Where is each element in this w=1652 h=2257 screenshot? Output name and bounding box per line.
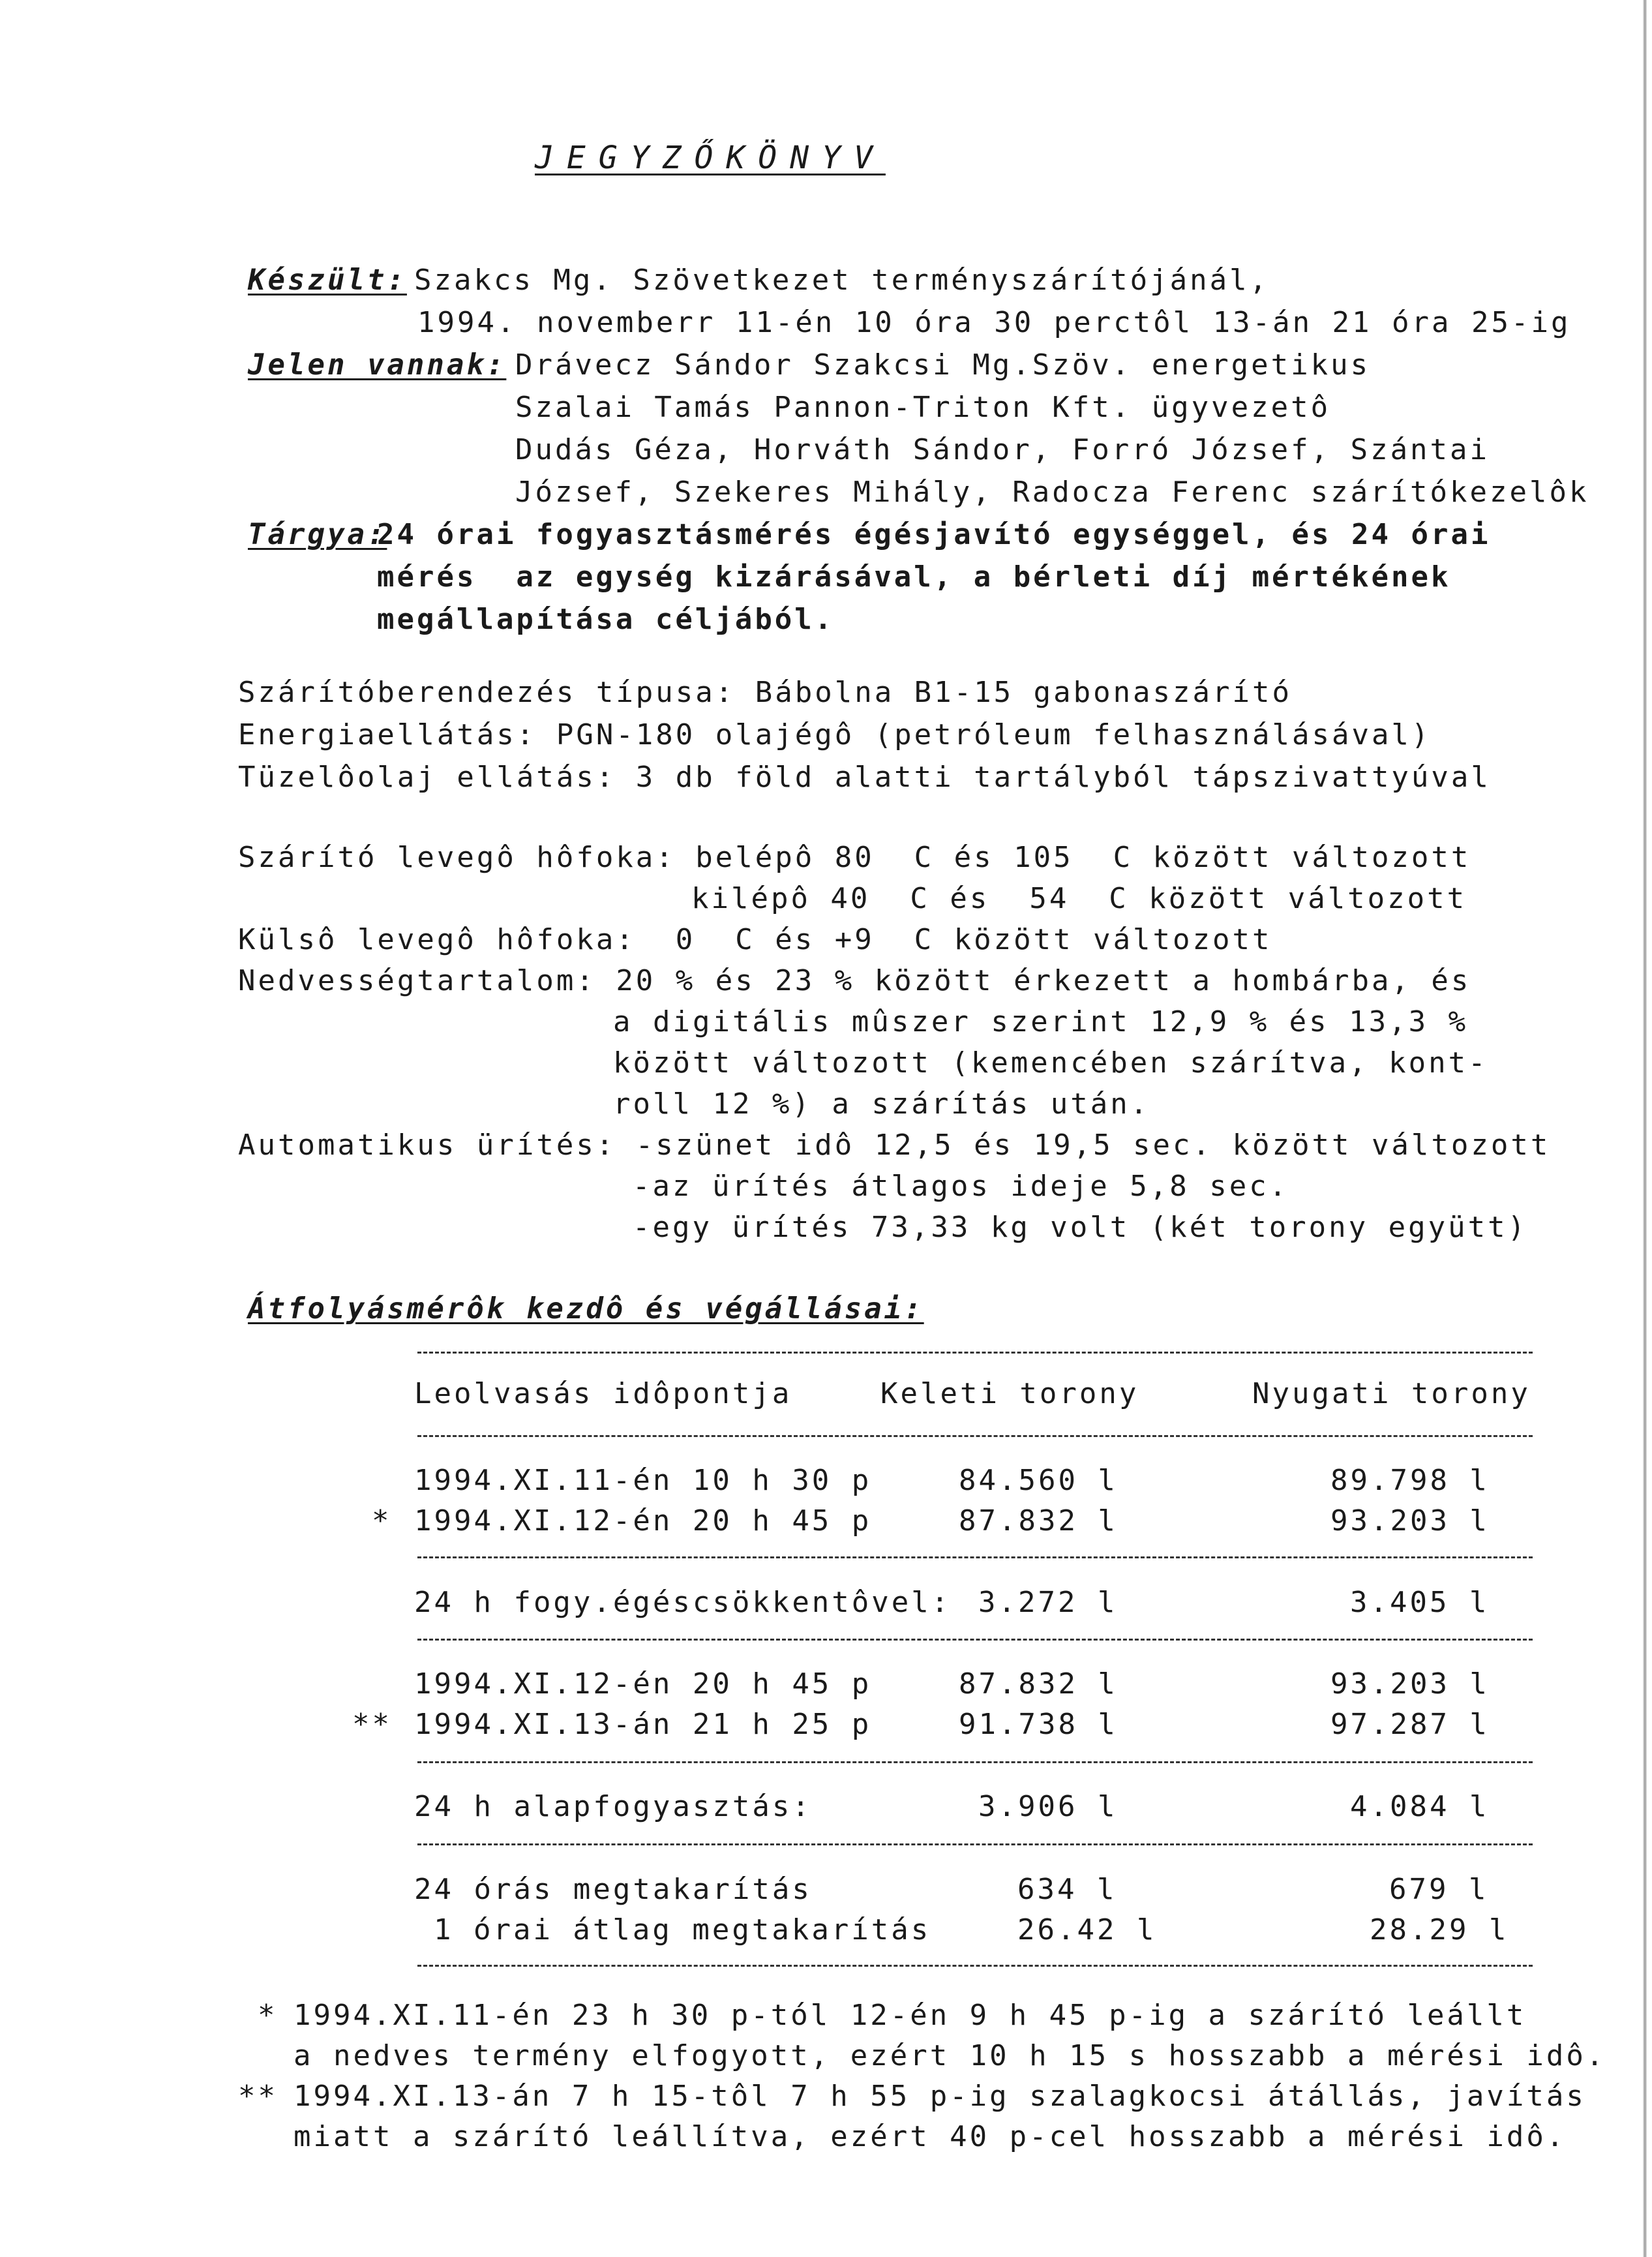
row4-east: 87.832 l — [959, 1667, 1118, 1701]
table-rule — [417, 1843, 1533, 1845]
row6-west: 4.084 l — [1350, 1790, 1490, 1823]
conditions-line7: roll 12 %) a szárítás után. — [613, 1087, 1150, 1121]
keszult-label: Készült: — [248, 264, 407, 297]
row7-label: 24 órás megtakarítás — [414, 1873, 812, 1906]
jelen-label: Jelen vannak: — [248, 348, 507, 382]
conditions-line6: között változott (kemencében szárítva, kont- — [613, 1046, 1488, 1080]
targya-line3: megállapítása céljából. — [377, 603, 835, 636]
row1-east: 84.560 l — [959, 1464, 1118, 1497]
row2-east: 87.832 l — [959, 1504, 1118, 1537]
row5-mark: ** — [352, 1708, 392, 1741]
row8-label: 1 órai átlag megtakarítás — [434, 1913, 931, 1946]
row6-east: 3.906 l — [978, 1790, 1118, 1823]
keszult-line1: Szakcs Mg. Szövetkezet terményszárítójánál, — [414, 264, 1270, 297]
jelen-line2: Szalai Tamás Pannon-Triton Kft. ügyvezetô — [515, 391, 1331, 424]
table-rule — [417, 1639, 1533, 1641]
col-west-header: Nyugati torony — [1252, 1377, 1531, 1410]
conditions-line8: Automatikus ürítés: -szünet idô 12,5 és 19,5 sec. között változott — [238, 1128, 1551, 1162]
row8-west: 28.29 l — [1370, 1913, 1509, 1946]
row5-west: 97.287 l — [1330, 1708, 1490, 1741]
table-rule — [417, 1965, 1533, 1967]
table-rule — [417, 1352, 1533, 1354]
row7-east: 634 l — [1017, 1873, 1117, 1906]
col-east-header: Keleti torony — [880, 1377, 1139, 1410]
footnote1-line1: 1994.XI.11-én 23 h 30 p-tól 12-én 9 h 45 p-ig a szárító leállt — [293, 1999, 1527, 2032]
equipment-line2: Energiaellátás: PGN-180 olajégô (petróleum felhasználásával) — [238, 718, 1432, 751]
targya-label: Tárgya: — [248, 518, 387, 551]
table-rule — [417, 1556, 1533, 1558]
row3-west: 3.405 l — [1350, 1586, 1490, 1619]
row6-label: 24 h alapfogyasztás: — [414, 1790, 812, 1823]
equipment-line3: Tüzelôolaj ellátás: 3 db föld alatti tartályból tápszivattyúval — [238, 761, 1491, 794]
footnote1-line2: a nedves termény elfogyott, ezért 10 h 15 s hosszabb a mérési idô. — [293, 2039, 1606, 2072]
row1-time: 1994.XI.11-én 10 h 30 p — [414, 1464, 872, 1497]
footnote2-line1: 1994.XI.13-án 7 h 15-tôl 7 h 55 p-ig szalagkocsi átállás, javítás — [293, 2080, 1586, 2113]
footnote2-line2: miatt a szárító leállítva, ezért 40 p-cel hosszabb a mérési idô. — [293, 2120, 1567, 2153]
table-rule — [417, 1435, 1533, 1437]
document-title: JEGYZŐKÖNYV — [535, 140, 886, 176]
row5-time: 1994.XI.13-án 21 h 25 p — [414, 1708, 872, 1741]
jelen-line3: Dudás Géza, Horváth Sándor, Forró József, Szántai — [515, 433, 1490, 466]
row7-west: 679 l — [1389, 1873, 1489, 1906]
conditions-line4: Nedvességtartalom: 20 % és 23 % között érkezett a hombárba, és — [238, 964, 1471, 997]
targya-line2: mérés az egység kizárásával, a bérleti díj mértékének — [377, 560, 1451, 594]
row8-east: 26.42 l — [1017, 1913, 1157, 1946]
row3-east: 3.272 l — [978, 1586, 1118, 1619]
col-time-header: Leolvasás idôpontja — [414, 1377, 792, 1410]
keszult-line2: 1994. novemberr 11-én 10 óra 30 perctôl 13-án 21 óra 25-ig — [417, 306, 1571, 339]
jelen-line1: Drávecz Sándor Szakcsi Mg.Szöv. energetikus — [515, 348, 1371, 382]
footnote2-mark: ** — [238, 2080, 278, 2113]
row2-west: 93.203 l — [1330, 1504, 1490, 1537]
row3-label: 24 h fogy.égéscsökkentôvel: — [414, 1586, 952, 1619]
row1-west: 89.798 l — [1330, 1464, 1490, 1497]
conditions-line2: kilépô 40 C és 54 C között változott — [691, 882, 1467, 915]
equipment-line1: Szárítóberendezés típusa: Bábolna B1-15 gabonaszárító — [238, 676, 1292, 709]
row2-mark: * — [372, 1504, 392, 1537]
conditions-line3: Külsô levegô hôfoka: 0 C és +9 C között változott — [238, 923, 1272, 956]
jelen-line4: József, Szekeres Mihály, Radocza Ferenc szárítókezelôk — [515, 476, 1589, 509]
conditions-line9: -az ürítés átlagos ideje 5,8 sec. — [633, 1170, 1289, 1203]
row4-west: 93.203 l — [1330, 1667, 1490, 1701]
scan-edge — [1643, 0, 1647, 2257]
conditions-line10: -egy ürítés 73,33 kg volt (két torony együtt) — [633, 1211, 1528, 1244]
row4-time: 1994.XI.12-én 20 h 45 p — [414, 1667, 872, 1701]
conditions-line5: a digitális mûszer szerint 12,9 % és 13,3 % — [613, 1005, 1469, 1038]
targya-line1: 24 órai fogyasztásmérés égésjavító egységgel, és 24 órai — [377, 518, 1491, 551]
row5-east: 91.738 l — [959, 1708, 1118, 1741]
conditions-line1: Szárító levegô hôfoka: belépô 80 C és 105 C között változott — [238, 841, 1471, 874]
row2-time: 1994.XI.12-én 20 h 45 p — [414, 1504, 872, 1537]
section-title: Átfolyásmérôk kezdô és végállásai: — [248, 1292, 924, 1325]
footnote1-mark: * — [258, 1999, 278, 2032]
table-rule — [417, 1761, 1533, 1763]
